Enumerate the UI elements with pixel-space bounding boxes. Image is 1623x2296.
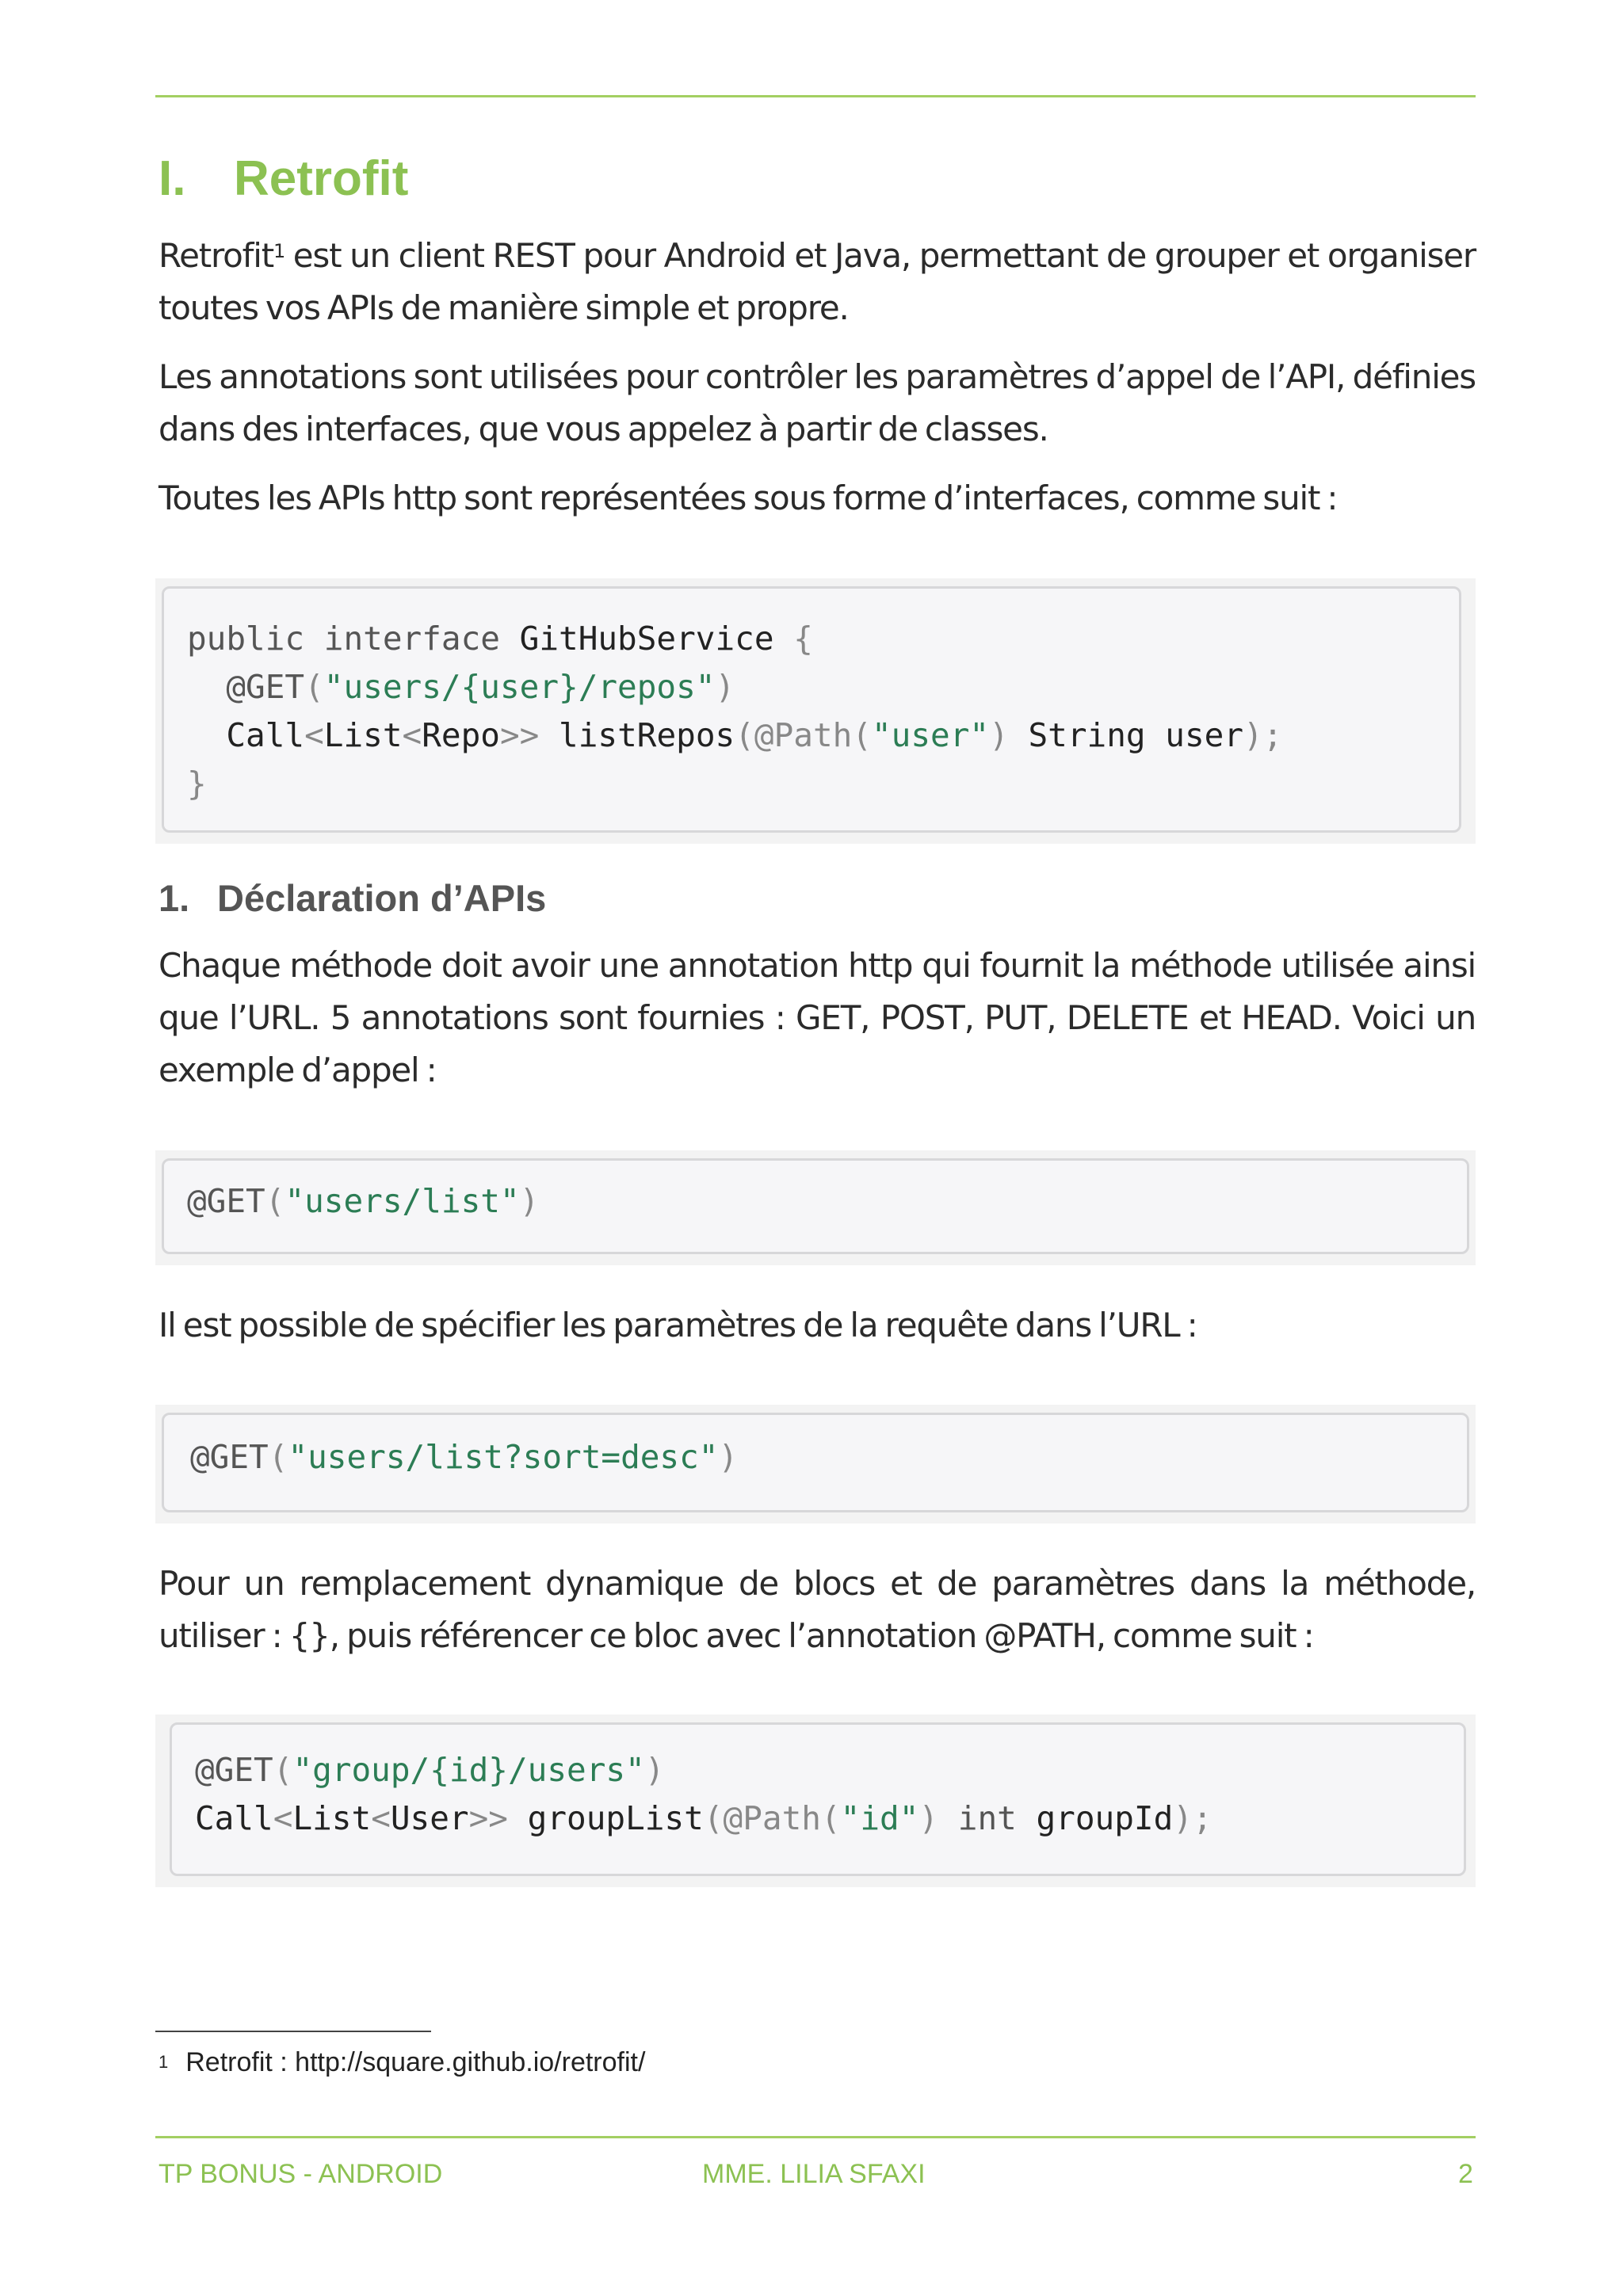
code-line: @GET("group/{id}/users") (195, 1751, 665, 1789)
code-block-get-sort (155, 1405, 1476, 1524)
code-line: Call<List<Repo>> listRepos(@Path("user") String user); (187, 716, 1283, 754)
code-block-group-list (155, 1714, 1476, 1887)
code-line: @GET("users/{user}/repos") (187, 668, 735, 706)
subsection-number: 1. (158, 877, 190, 919)
paragraph-dynamic: Pour un remplacement dynamique de blocs et de paramètres dans la méthode, utiliser : {}, puis référencer ce bloc avec l’annotation @PATH, comme suit : (158, 1564, 1476, 1655)
paragraph-annotations: Les annotations sont utilisées pour contrôler les paramètres d’appel de l’API, définies dans des interfaces, que vous appelez à partir de classes. (158, 357, 1476, 448)
footer-center: MME. LILIA SFAXI (702, 2159, 926, 2189)
retrofit-word: Retrofit (158, 236, 273, 275)
section-heading (158, 151, 408, 207)
code-block-get-list (155, 1150, 1476, 1265)
code-block-interface (155, 578, 1476, 844)
code-line: public interface GitHubService { (187, 620, 813, 658)
footnote-number: 1 (158, 2052, 169, 2072)
paragraph-query-params: Il est possible de spécifier les paramètres de la requête dans l’URL : (158, 1306, 1197, 1344)
section-number: I. (158, 151, 186, 206)
code-line: @GET("users/list") (187, 1182, 540, 1220)
subsection-title: Déclaration d’APIs (217, 877, 547, 919)
footnote-rule (155, 2031, 431, 2032)
intro-rest: est un client REST pour Android et Java, permettant de grouper et organiser toutes vos APIs de manière simple et propre. (158, 236, 1476, 327)
paragraph-apis: Toutes les APIs http sont représentées sous forme d’interfaces, comme suit : (158, 479, 1338, 517)
code-line: @GET("users/list?sort=desc") (190, 1438, 739, 1476)
footnote (158, 2047, 645, 2078)
section-title: Retrofit (234, 151, 409, 206)
paragraph-declaration: Chaque méthode doit avoir une annotation http qui fournit la méthode utilisée ainsi que l’URL. 5 annotations sont fournies : GET, POST, PUT, DELETE et HEAD. Voici un exemple d’appel : (158, 946, 1476, 1089)
page-number: 2 (1458, 2159, 1473, 2189)
footer-rule (155, 2136, 1476, 2138)
footer-left: TP BONUS - ANDROID (158, 2159, 443, 2189)
subsection-heading (158, 876, 546, 920)
header-rule (155, 95, 1476, 97)
paragraph-intro (158, 230, 1476, 334)
code-line: } (187, 765, 207, 803)
footnote-text[interactable]: Retrofit : http://square.github.io/retrofit/ (185, 2047, 646, 2077)
code-line: Call<List<User>> groupList(@Path("id") int groupId); (195, 1799, 1212, 1837)
footnote-ref[interactable]: 1 (273, 240, 285, 262)
